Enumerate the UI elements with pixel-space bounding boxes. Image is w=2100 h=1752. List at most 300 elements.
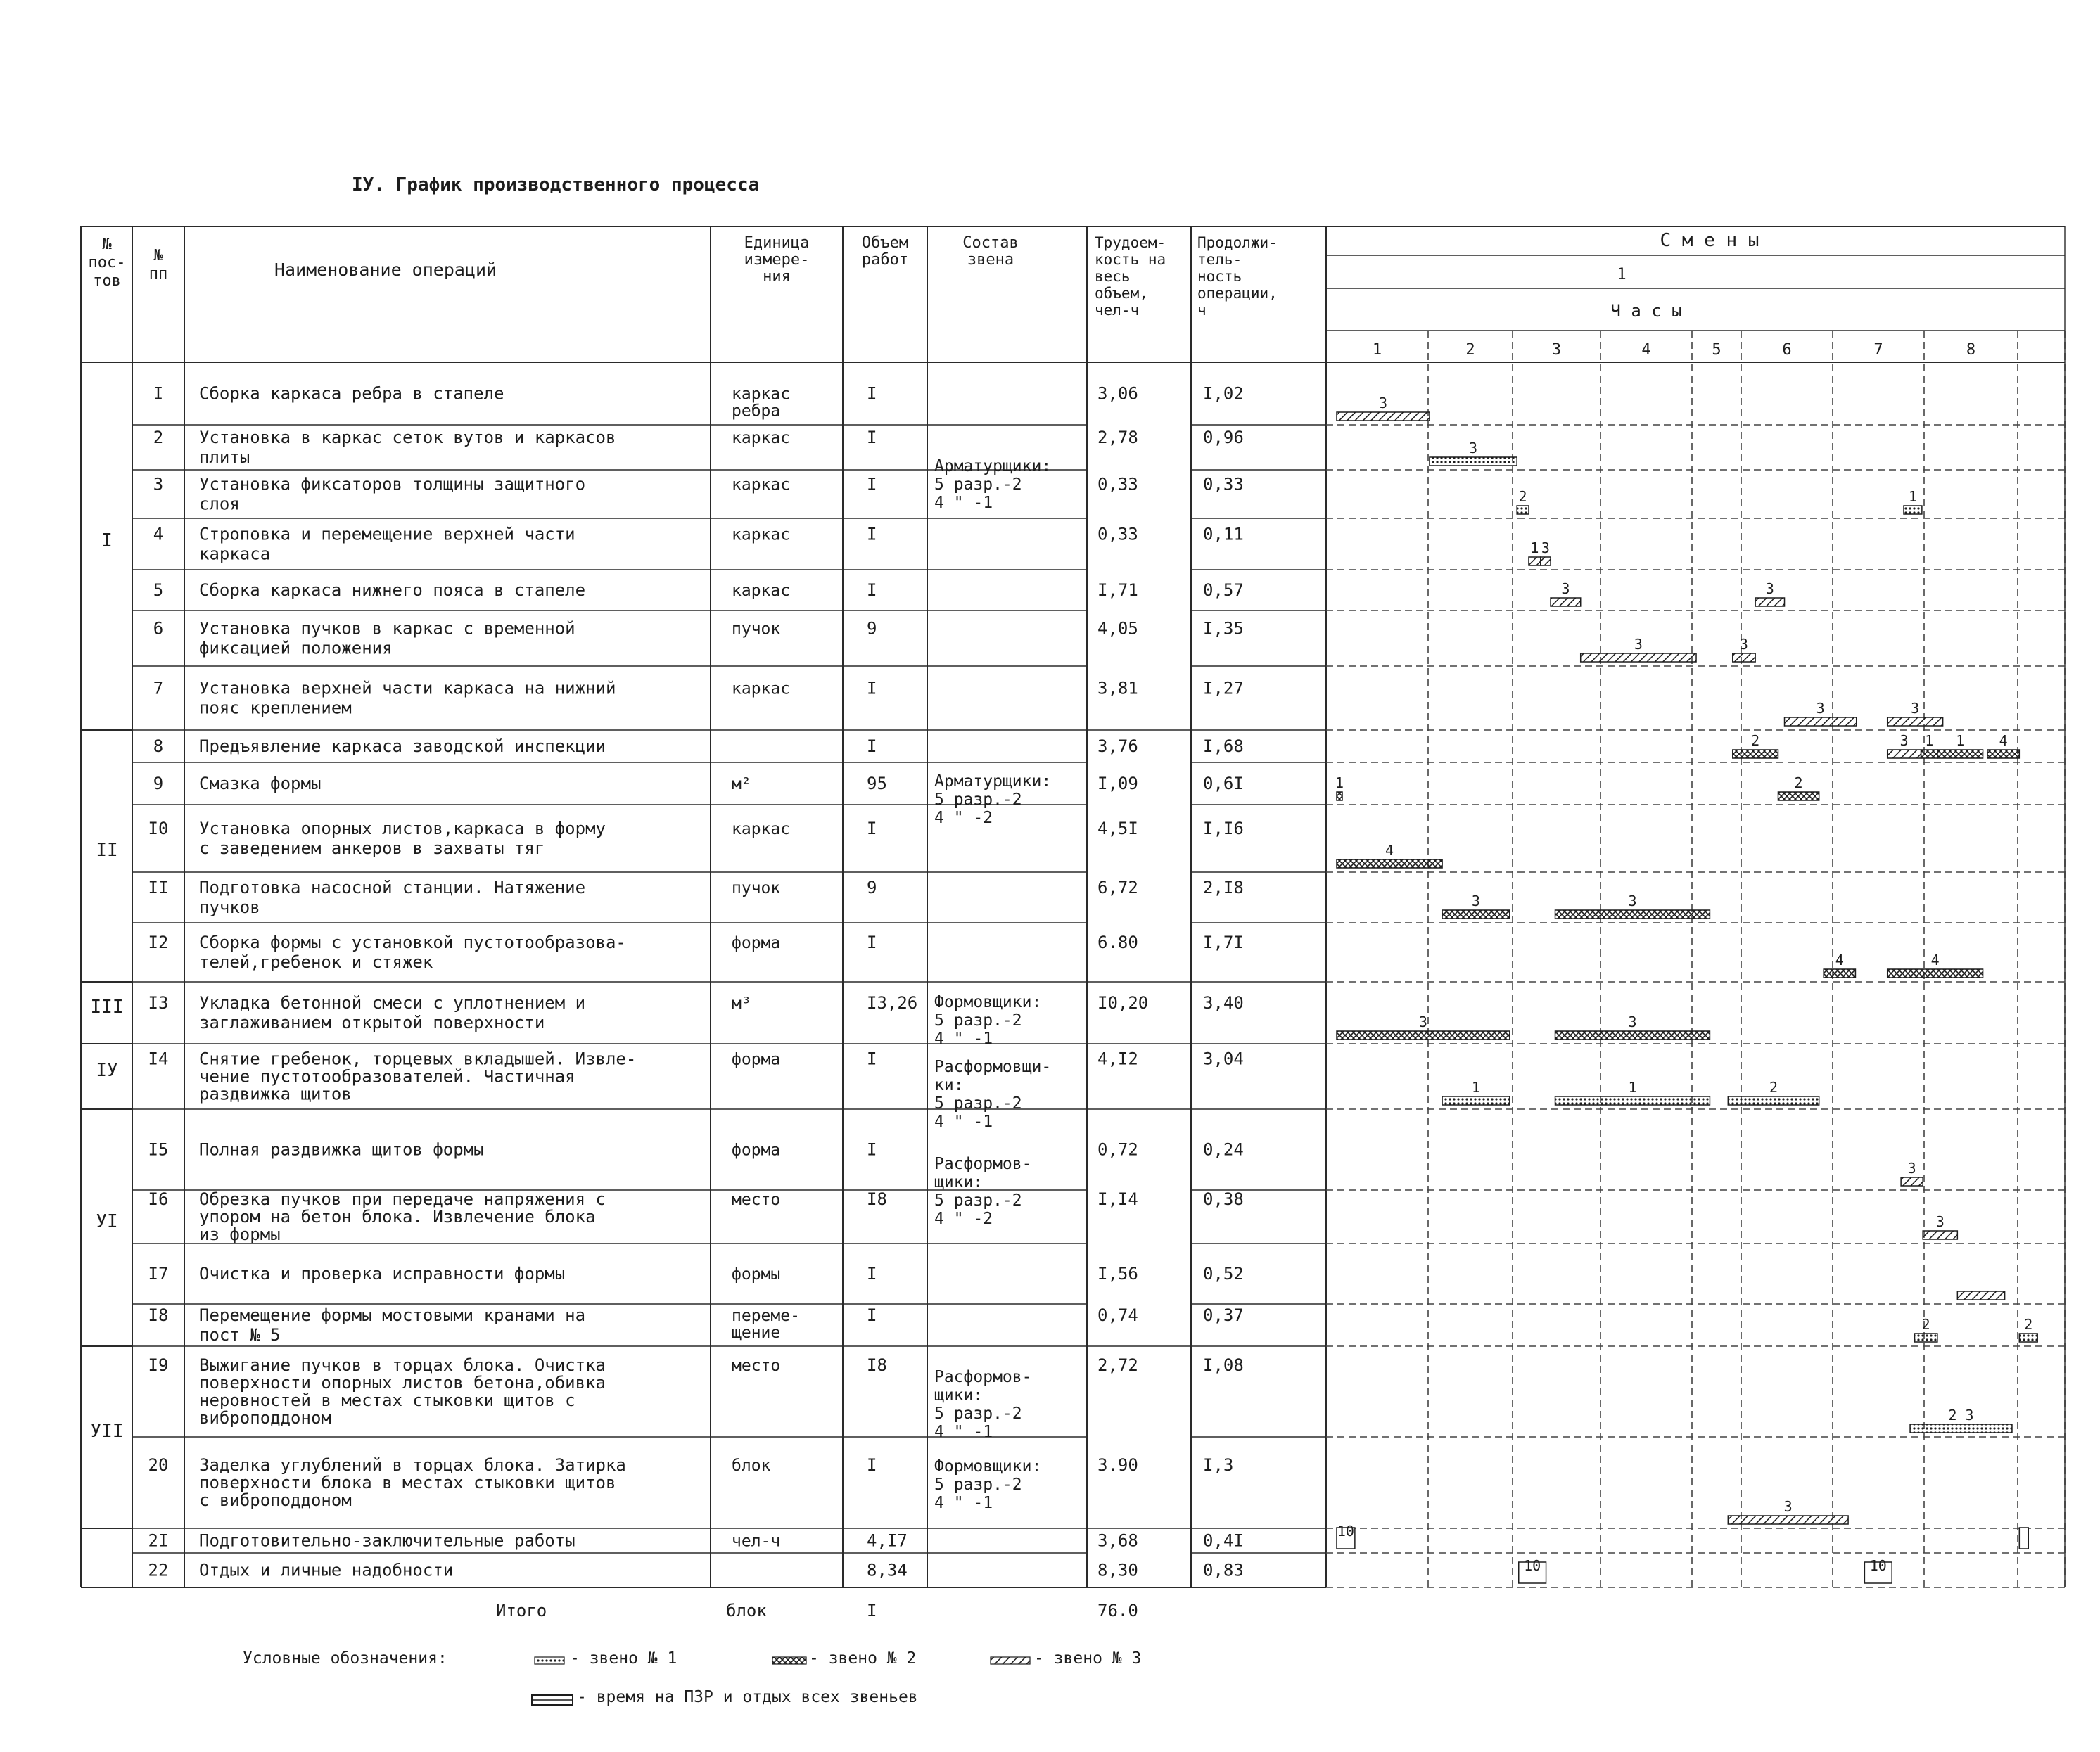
operation-name: Перемещение формы мостовыми кранами на: [199, 1305, 586, 1325]
legend-swatch-crew-1: [535, 1657, 564, 1664]
operation-number: 2I: [148, 1530, 169, 1551]
header-duration: Продолжи-: [1197, 234, 1278, 251]
gantt-bar: [1901, 1177, 1923, 1186]
operation-unit: каркас: [732, 475, 791, 494]
gantt-bar: [1337, 792, 1342, 800]
operation-labor: 3.90: [1097, 1455, 1138, 1475]
operation-unit: м³: [732, 995, 751, 1013]
operation-number: I8: [148, 1305, 169, 1325]
gantt-bar: [1442, 1096, 1510, 1105]
header-post-no: пос-: [88, 254, 126, 271]
header-duration: тель-: [1197, 251, 1242, 268]
operation-number: 7: [153, 678, 164, 698]
operation-number: 5: [153, 580, 164, 600]
operation-number: I2: [148, 933, 169, 952]
operation-duration: I,08: [1203, 1355, 1244, 1375]
gantt-bar-label: 2: [1769, 1079, 1778, 1096]
header-hour-4: 4: [1641, 341, 1651, 359]
operation-unit: форма: [732, 934, 781, 952]
gantt-bar: [1517, 506, 1529, 514]
header-volume: работ: [861, 251, 909, 269]
gantt-bar-label: 4: [1930, 952, 1940, 968]
gantt-bar: [1337, 859, 1442, 868]
gantt-bar-label: 4: [1385, 842, 1394, 859]
operation-labor: 2,72: [1097, 1355, 1138, 1375]
operation-volume: I: [867, 1139, 877, 1160]
operation-unit: ребра: [732, 402, 781, 421]
table-row: [148, 1531, 1244, 1551]
gantt-bar-label: 3: [1911, 700, 1920, 717]
header-crew: звена: [967, 251, 1014, 269]
document-title: IУ. График производственного процесса: [352, 174, 760, 196]
gantt-bar-label: 1: [1925, 732, 1934, 749]
operation-duration: I,3: [1203, 1455, 1234, 1475]
operation-volume: I: [867, 736, 877, 756]
operation-name: Установка опорных листов,каркаса в форму: [199, 819, 606, 838]
operation-number: I0: [148, 819, 169, 838]
operation-name: Сборка каркаса ребра в стапеле: [199, 383, 504, 404]
operation-name: поверхности опорных листов бетона,обивка: [199, 1373, 606, 1393]
operation-name: плиты: [199, 447, 250, 467]
operation-volume: I: [867, 678, 877, 698]
gantt-bar: [1778, 792, 1819, 800]
crew-composition: 4 " -1: [934, 1494, 993, 1512]
operation-name: чение пустотообразователей. Частичная: [199, 1066, 575, 1087]
crew-composition: 5 разр.-2: [934, 475, 1022, 494]
gantt-bar: [1987, 750, 2019, 758]
gantt-bar-label: 10: [1524, 1557, 1541, 1574]
operation-number: 8: [153, 736, 164, 756]
gantt-chart: [1335, 395, 2037, 1583]
operation-duration: 0,6I: [1203, 774, 1244, 793]
post-number: УI: [96, 1211, 118, 1232]
operation-duration: 3,04: [1203, 1049, 1244, 1069]
gantt-bar-label: 1: [1908, 488, 1917, 505]
gantt-bar-label: 3: [1628, 893, 1637, 909]
gantt-bar-label: 3: [1628, 1014, 1637, 1030]
crew-composition: 5 разр.-2: [934, 1476, 1022, 1494]
header-unit: ния: [763, 268, 791, 286]
header-crew: Состав: [962, 234, 1019, 252]
crew-composition: Арматурщики:: [934, 772, 1052, 791]
operation-duration: I,I6: [1203, 819, 1244, 838]
post-number: УII: [90, 1421, 124, 1442]
operation-duration: 0,83: [1203, 1560, 1244, 1580]
post-number: I: [101, 530, 113, 551]
operation-name: Установка пучков в каркас с временной: [199, 618, 575, 639]
operation-labor: 4,5I: [1097, 819, 1138, 838]
header-labor: чел-ч: [1095, 302, 1140, 319]
operation-number: I7: [148, 1264, 169, 1284]
gantt-bar: [1904, 506, 1922, 514]
crew-composition: 4 " -1: [934, 1423, 993, 1441]
gantt-bar-label: 3: [1469, 440, 1478, 456]
operation-labor: 6,72: [1097, 878, 1138, 897]
header-labor: объем,: [1095, 285, 1148, 302]
header-hours: Ч а с ы: [1610, 301, 1682, 321]
header-hour-3: 3: [1551, 341, 1562, 359]
operation-labor: I,71: [1097, 580, 1138, 600]
table-body: [91, 384, 1244, 1621]
operation-volume: 8,34: [867, 1560, 908, 1580]
header-shifts: С м е н ы: [1660, 230, 1759, 251]
header-op-no: пп: [148, 265, 168, 283]
table-row: [148, 1455, 1234, 1510]
gantt-bar-label: 2 3: [1948, 1407, 1974, 1424]
operation-volume: I8: [867, 1189, 887, 1209]
operation-number: I: [153, 383, 164, 404]
crew-composition: щики:: [934, 1173, 984, 1191]
gantt-bar-label: 3: [1471, 893, 1480, 909]
gantt-bar: [1915, 1334, 1937, 1342]
operation-unit: каркас: [732, 582, 791, 600]
gantt-bar: [2019, 1334, 2037, 1342]
operation-labor: 3,06: [1097, 383, 1138, 404]
crew-composition: 5 разр.-2: [934, 1191, 1022, 1210]
operation-unit: форма: [732, 1050, 781, 1069]
table-row: [148, 1355, 1244, 1428]
operation-labor: I0,20: [1097, 993, 1149, 1013]
gantt-bar-label: 3: [1816, 700, 1825, 717]
operation-duration: 0,52: [1203, 1264, 1244, 1284]
crew-composition: Расформов-: [934, 1368, 1032, 1386]
operation-name: пучков: [199, 897, 260, 917]
header-labor: Трудоем-: [1095, 234, 1166, 251]
operation-labor: I,I4: [1097, 1189, 1138, 1209]
table-row: [148, 1264, 1244, 1284]
table-row: [148, 933, 1244, 972]
gantt-bar-label: 3: [1935, 1213, 1945, 1230]
crew-composition: 4 " -2: [934, 809, 993, 827]
table-row: [153, 679, 1244, 718]
gantt-bar: [1430, 457, 1517, 466]
crew-composition: Формовщики:: [934, 993, 1042, 1011]
operation-name: Строповка и перемещение верхней части: [199, 524, 575, 544]
gantt-bar: [1541, 557, 1551, 565]
operation-volume: 95: [867, 774, 887, 793]
operation-duration: I,7I: [1203, 933, 1244, 952]
operation-labor: I,56: [1097, 1264, 1138, 1284]
gantt-bar-label: 1: [1628, 1079, 1637, 1096]
table-row: [148, 1305, 1244, 1345]
legend-crew-1: - звено № 1: [570, 1649, 677, 1668]
operation-labor: 6.80: [1097, 933, 1138, 952]
table-row: [153, 475, 1244, 514]
operation-duration: 0,38: [1203, 1189, 1244, 1209]
gantt-bar-label: 10: [1869, 1557, 1887, 1574]
operation-labor: 3,68: [1097, 1530, 1138, 1551]
gantt-bar-label: 2: [1751, 732, 1760, 749]
operation-name: слоя: [199, 494, 240, 514]
operation-name: виброподдоном: [199, 1408, 331, 1428]
operation-number: 9: [153, 774, 164, 793]
gantt-bar-label: 3: [1378, 395, 1388, 411]
operation-volume: I: [867, 1049, 877, 1069]
operation-name: Выжигание пучков в торцах блока. Очистка: [199, 1355, 606, 1375]
gantt-bar: [1921, 750, 1937, 758]
operation-labor: 4,I2: [1097, 1049, 1138, 1069]
gantt-bar-label: 4: [1835, 952, 1844, 968]
gantt-bar-label: 3: [1765, 580, 1774, 597]
operation-labor: 3,81: [1097, 678, 1138, 698]
operation-name: из формы: [199, 1225, 281, 1244]
header-unit: измере-: [744, 251, 810, 269]
operation-number: 3: [153, 474, 164, 494]
operation-duration: 0,37: [1203, 1305, 1244, 1325]
operation-volume: 9: [867, 618, 877, 639]
operation-number: 4: [153, 524, 164, 544]
table-row: [153, 736, 1244, 756]
operation-volume: I3,26: [867, 993, 918, 1013]
operation-number: II: [148, 878, 169, 897]
crew-composition: Арматурщики:: [934, 457, 1052, 475]
total-row: [496, 1601, 1138, 1620]
table-row: [148, 1140, 1244, 1160]
header-hour-2: 2: [1465, 341, 1475, 359]
header-op-no: №: [153, 247, 163, 264]
operation-unit: пучок: [732, 879, 781, 897]
gantt-bar: [1442, 910, 1510, 919]
crew-composition: Расформов-: [934, 1155, 1032, 1173]
operation-unit: чел-ч: [732, 1532, 781, 1551]
crew-composition: ки:: [934, 1076, 964, 1094]
crew-composition: 5 разр.-2: [934, 1094, 1022, 1113]
operation-volume: I: [867, 1455, 877, 1475]
table-header: [89, 230, 1976, 359]
operation-unit: формы: [732, 1265, 781, 1284]
operation-duration: 0,96: [1203, 428, 1244, 447]
gantt-bar: [1555, 1031, 1710, 1040]
operation-unit: форма: [732, 1141, 781, 1160]
operation-duration: 0,57: [1203, 580, 1244, 600]
table-row: [153, 580, 1244, 600]
table-row: [148, 1189, 1244, 1244]
operation-unit: каркас: [732, 525, 791, 544]
gantt-bar-label: 3: [1739, 636, 1748, 653]
gantt-bar: [1755, 598, 1784, 606]
operation-number: I3: [148, 993, 169, 1013]
total-volume: I: [867, 1601, 877, 1620]
legend-crew-3: - звено № 3: [1034, 1649, 1142, 1668]
legend-crew-2: - звено № 2: [809, 1649, 917, 1668]
gantt-bar: [1728, 1096, 1819, 1105]
operation-name: Укладка бетонной смеси с уплотнением и: [199, 993, 586, 1013]
gantt-bar-label: 3: [1418, 1014, 1427, 1030]
table-row: [153, 428, 1244, 467]
operation-number: 22: [148, 1560, 169, 1580]
gantt-bar: [1581, 653, 1696, 662]
crew-composition: 5 разр.-2: [934, 1011, 1022, 1030]
operation-name: пост № 5: [199, 1325, 281, 1345]
operation-duration: 0,24: [1203, 1139, 1244, 1160]
gantt-bar: [1923, 1231, 1957, 1239]
operation-duration: I,02: [1203, 383, 1244, 404]
operation-name: с заведением анкеров в захваты тяг: [199, 838, 545, 858]
post-number: II: [96, 840, 118, 861]
operation-name: Отдых и личные надобности: [199, 1560, 454, 1580]
post-number: III: [90, 997, 124, 1018]
operation-volume: I: [867, 1264, 877, 1284]
gantt-bar-label: 2: [1794, 774, 1803, 791]
operation-unit: каркас: [732, 679, 791, 698]
gantt-bar-label: 3: [1561, 580, 1570, 597]
header-labor: кость на: [1095, 251, 1166, 268]
header-hour-5: 5: [1712, 341, 1722, 359]
operation-name: Установка фиксаторов толщины защитного: [199, 474, 586, 494]
gantt-bar: [1888, 969, 1983, 978]
operation-unit: м²: [732, 775, 751, 793]
header-hour-8: 8: [1966, 341, 1976, 359]
operation-unit: место: [732, 1191, 781, 1209]
operation-duration: 0,33: [1203, 474, 1244, 494]
operation-volume: 4,I7: [867, 1530, 908, 1551]
operation-name: заглаживанием открытой поверхности: [199, 1013, 545, 1032]
gantt-bar-label: 1: [1956, 732, 1965, 749]
gantt-bar-label: 10: [1337, 1523, 1354, 1540]
operation-name: Очистка и проверка исправности формы: [199, 1264, 566, 1284]
operation-name: неровностей в местах стыковки щитов с: [199, 1390, 575, 1410]
table-row: [153, 384, 1244, 421]
operation-labor: 0,33: [1097, 524, 1138, 544]
gantt-bar: [1529, 557, 1541, 565]
header-duration: операции,: [1197, 285, 1278, 302]
operation-name: Снятие гребенок, торцевых вкладышей. Извле-: [199, 1049, 637, 1069]
gantt-bar: [1733, 653, 1755, 662]
crew-composition: 5 разр.-2: [934, 1405, 1022, 1423]
gantt-bar: [1888, 750, 1921, 758]
gantt-bar: [1555, 910, 1710, 919]
operation-name: Заделка углублений в торцах блока. Затирка: [199, 1455, 626, 1475]
operation-duration: 0,4I: [1203, 1530, 1244, 1551]
gantt-bar-label: 3: [1634, 636, 1643, 653]
operation-labor: I,09: [1097, 774, 1138, 793]
operation-unit: блок: [732, 1457, 771, 1475]
operation-unit: место: [732, 1357, 781, 1375]
header-hour-1: 1: [1372, 341, 1382, 359]
operation-labor: 8,30: [1097, 1560, 1138, 1580]
gantt-bar-label: 1: [1530, 539, 1539, 556]
operation-volume: 9: [867, 878, 877, 897]
gantt-bar: [1337, 412, 1430, 421]
operation-name: Предъявление каркаса заводской инспекции: [199, 736, 606, 756]
gantt-bar: [1910, 1424, 2012, 1433]
operation-duration: 3,40: [1203, 993, 1244, 1013]
operation-volume: I: [867, 524, 877, 544]
gantt-bar: [1733, 750, 1778, 758]
operation-duration: I,68: [1203, 736, 1244, 756]
operation-name: раздвижка щитов: [199, 1084, 352, 1104]
gantt-bar-label: 1: [1335, 774, 1344, 791]
operation-volume: I: [867, 933, 877, 952]
operation-name: Полная раздвижка щитов формы: [199, 1139, 484, 1160]
operation-name: телей,гребенок и стяжек: [199, 952, 433, 972]
operation-number: 2: [153, 428, 164, 447]
operation-number: 6: [153, 618, 164, 639]
operation-volume: I: [867, 474, 877, 494]
operation-unit: пучок: [732, 620, 781, 639]
operation-volume: I: [867, 383, 877, 404]
gantt-bar-label: 1: [1471, 1079, 1480, 1096]
gantt-bar: [1785, 717, 1857, 726]
operation-duration: 0,11: [1203, 524, 1244, 544]
operation-unit: щение: [732, 1324, 781, 1342]
header-operation-name: Наименование операций: [274, 260, 497, 280]
header-volume: Объем: [861, 234, 909, 252]
operation-volume: I: [867, 819, 877, 838]
operation-duration: 2,I8: [1203, 878, 1244, 897]
legend-label: Условные обозначения:: [243, 1649, 447, 1668]
operation-name: поверхности блока в местах стыковки щитов: [199, 1473, 616, 1492]
total-labor: 76.0: [1097, 1601, 1138, 1620]
header-duration: ность: [1197, 268, 1242, 285]
total-unit: блок: [726, 1601, 767, 1620]
crew-composition: 4 " -2: [934, 1210, 993, 1228]
operation-name: Смазка формы: [199, 774, 322, 793]
gantt-bar: [1728, 1516, 1848, 1524]
gantt-bar-label: 2: [1921, 1316, 1930, 1333]
header-labor: весь: [1095, 268, 1131, 285]
operation-unit: переме-: [732, 1307, 800, 1325]
operation-name: Установка в каркас сеток вутов и каркасов: [199, 428, 616, 447]
gantt-bar: [1937, 750, 1983, 758]
crew-composition: 4 " -1: [934, 1113, 993, 1131]
total-label: Итого: [496, 1601, 547, 1620]
header-shift-number: 1: [1617, 266, 1627, 283]
gantt-bar-label: 4: [1999, 732, 2008, 749]
crew-composition: щики:: [934, 1386, 984, 1405]
operation-number: I4: [148, 1049, 169, 1069]
table-row: [153, 619, 1244, 658]
operation-name: пояс креплением: [199, 698, 352, 718]
operation-name: Подготовительно-заключительные работы: [199, 1530, 575, 1551]
operation-labor: 3,76: [1097, 736, 1138, 756]
operation-name: Подготовка насосной станции. Натяжение: [199, 878, 586, 897]
header-hour-6: 6: [1782, 341, 1792, 359]
operation-name: фиксацией положения: [199, 638, 393, 658]
operation-number: I5: [148, 1139, 169, 1160]
post-number: IУ: [96, 1060, 118, 1081]
table-row: [148, 1049, 1244, 1104]
gantt-bar: [1337, 1031, 1510, 1040]
header-hour-7: 7: [1873, 341, 1883, 359]
operation-name: упором на бетон блока. Извлечение блока: [199, 1207, 596, 1227]
operation-duration: I,35: [1203, 618, 1244, 639]
header-post-no: №: [102, 236, 112, 253]
gantt-bar: [1824, 969, 1855, 978]
operation-number: I6: [148, 1189, 169, 1209]
crew-composition: Расформовщи-: [934, 1058, 1052, 1076]
operation-unit: каркас: [732, 385, 791, 404]
gantt-bar: [1555, 1096, 1710, 1105]
gantt-bar-label: 3: [1541, 539, 1550, 556]
gantt-bar: [1957, 1291, 2004, 1300]
gantt-bar: [2019, 1528, 2028, 1549]
gantt-bar: [1551, 598, 1581, 606]
header-duration: ч: [1197, 302, 1207, 319]
header-post-no: тов: [93, 272, 121, 290]
crew-composition: 5 разр.-2: [934, 791, 1022, 809]
table-row: [148, 1561, 1244, 1580]
gantt-bar-label: 3: [1783, 1498, 1793, 1515]
operation-unit: каркас: [732, 820, 791, 838]
operation-name: Сборка каркаса нижнего пояса в стапеле: [199, 580, 586, 600]
crew-composition: 4 " -1: [934, 1030, 993, 1048]
operation-name: Сборка формы с установкой пустотообразова-: [199, 933, 626, 952]
gantt-bar-label: 2: [1518, 488, 1527, 505]
table-row: [148, 819, 1244, 858]
gantt-bar: [1888, 717, 1943, 726]
operation-name: Обрезка пучков при передаче напряжения с: [199, 1189, 606, 1209]
